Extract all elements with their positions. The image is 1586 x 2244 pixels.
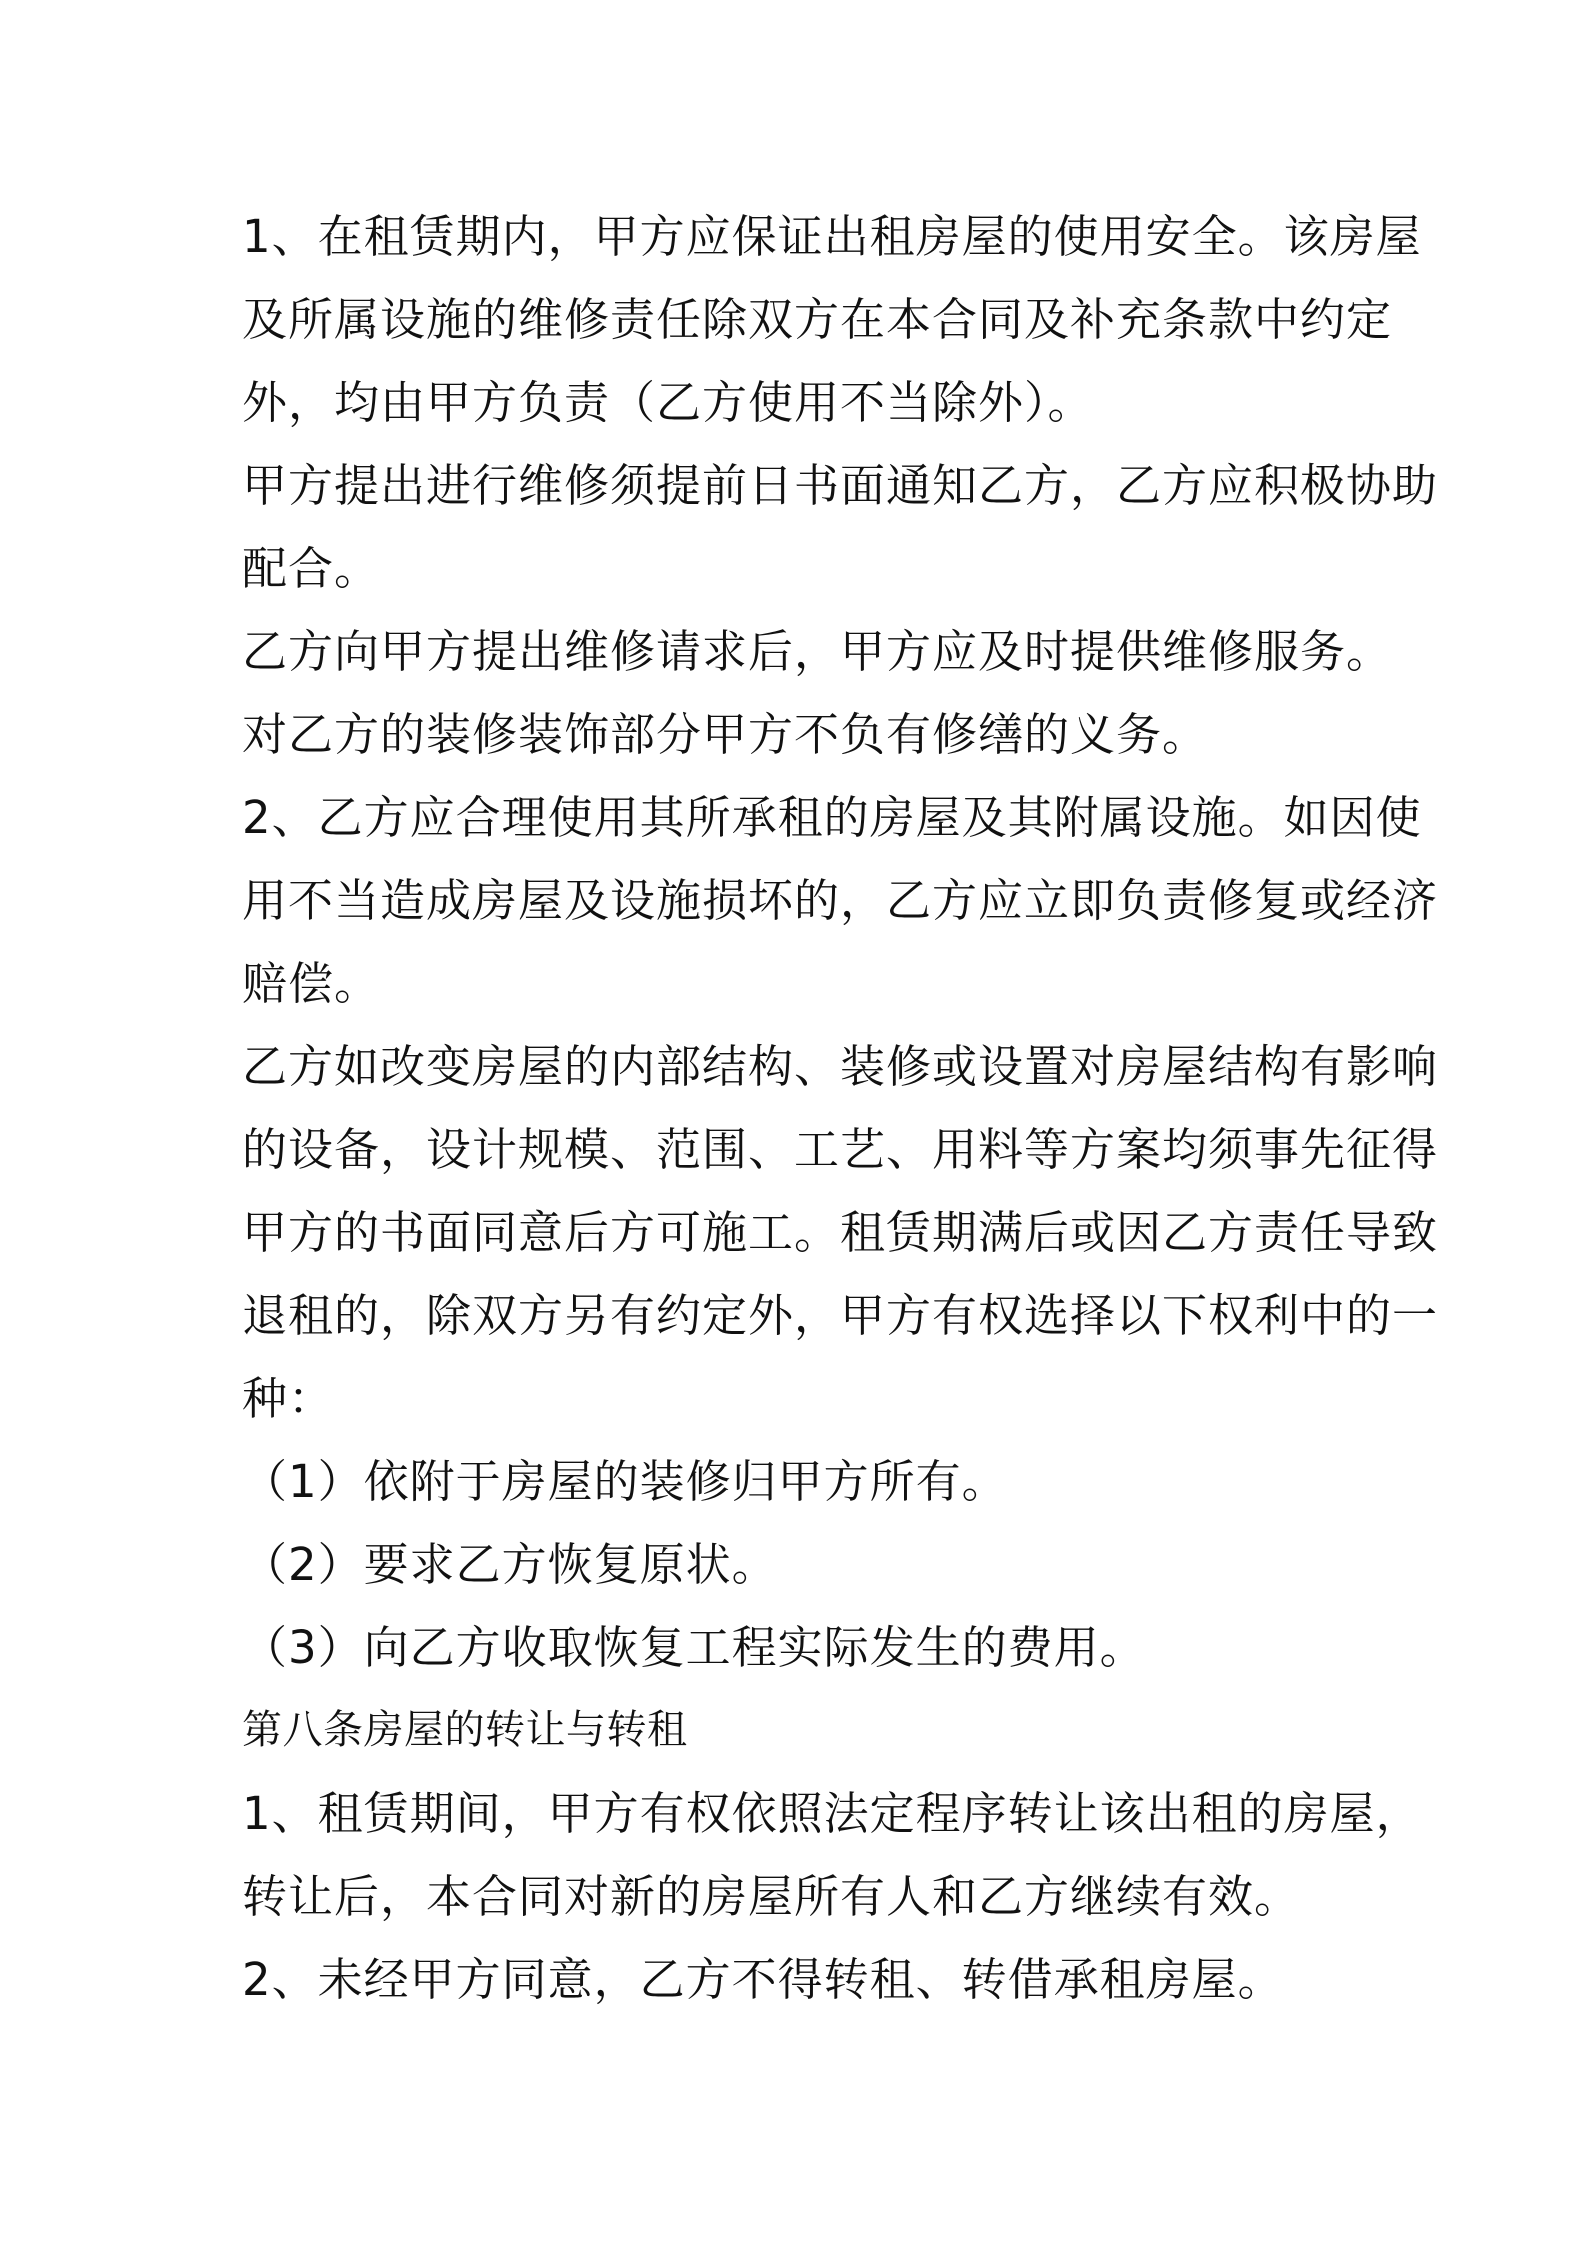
list-item: （3）向乙方收取恢复工程实际发生的费用。: [242, 1621, 1146, 1674]
document-body: [242, 195, 1439, 2021]
paragraph-line: 1、租赁期间，甲方有权依照法定程序转让该出租的房屋，: [242, 1787, 1422, 1840]
section-heading: 第八条房屋的转让与转租: [242, 1707, 688, 1753]
paragraph-line: 甲方提出进行维修须提前日书面通知乙方，乙方应积极协助: [242, 459, 1439, 512]
list-item: （2）要求乙方恢复原状。: [242, 1538, 778, 1591]
paragraph-line: 转让后，本合同对新的房屋所有人和乙方继续有效。: [242, 1870, 1301, 1923]
paragraph-line: 赔偿。: [242, 957, 381, 1010]
paragraph-line: 乙方向甲方提出维修请求后，甲方应及时提供维修服务。: [242, 625, 1393, 678]
paragraph-line: 乙方如改变房屋的内部结构、装修或设置对房屋结构有影响: [242, 1040, 1439, 1093]
paragraph-line: 2、乙方应合理使用其所承租的房屋及其附属设施。如因使: [242, 791, 1422, 844]
paragraph-line: 用不当造成房屋及设施损坏的，乙方应立即负责修复或经济: [242, 874, 1439, 927]
paragraph-line: 配合。: [242, 542, 381, 595]
paragraph-line: 对乙方的装修装饰部分甲方不负有修缮的义务。: [242, 708, 1209, 761]
paragraph-line: 的设备，设计规模、范围、工艺、用料等方案均须事先征得: [242, 1123, 1439, 1176]
paragraph-line: 甲方的书面同意后方可施工。租赁期满后或因乙方责任导致: [242, 1206, 1439, 1259]
paragraph-line: 种：: [242, 1372, 335, 1425]
paragraph-line: 2、未经甲方同意，乙方不得转租、转借承租房屋。: [242, 1953, 1284, 2006]
paragraph-line: 1、在租赁期内，甲方应保证出租房屋的使用安全。该房屋: [242, 210, 1422, 263]
paragraph-line: 退租的，除双方另有约定外，甲方有权选择以下权利中的一: [242, 1289, 1439, 1342]
paragraph-line: 及所属设施的维修责任除双方在本合同及补充条款中约定: [242, 293, 1393, 346]
list-item: （1）依附于房屋的装修归甲方所有。: [242, 1455, 1008, 1508]
paragraph-line: 外，均由甲方负责（乙方使用不当除外）。: [242, 376, 1094, 429]
